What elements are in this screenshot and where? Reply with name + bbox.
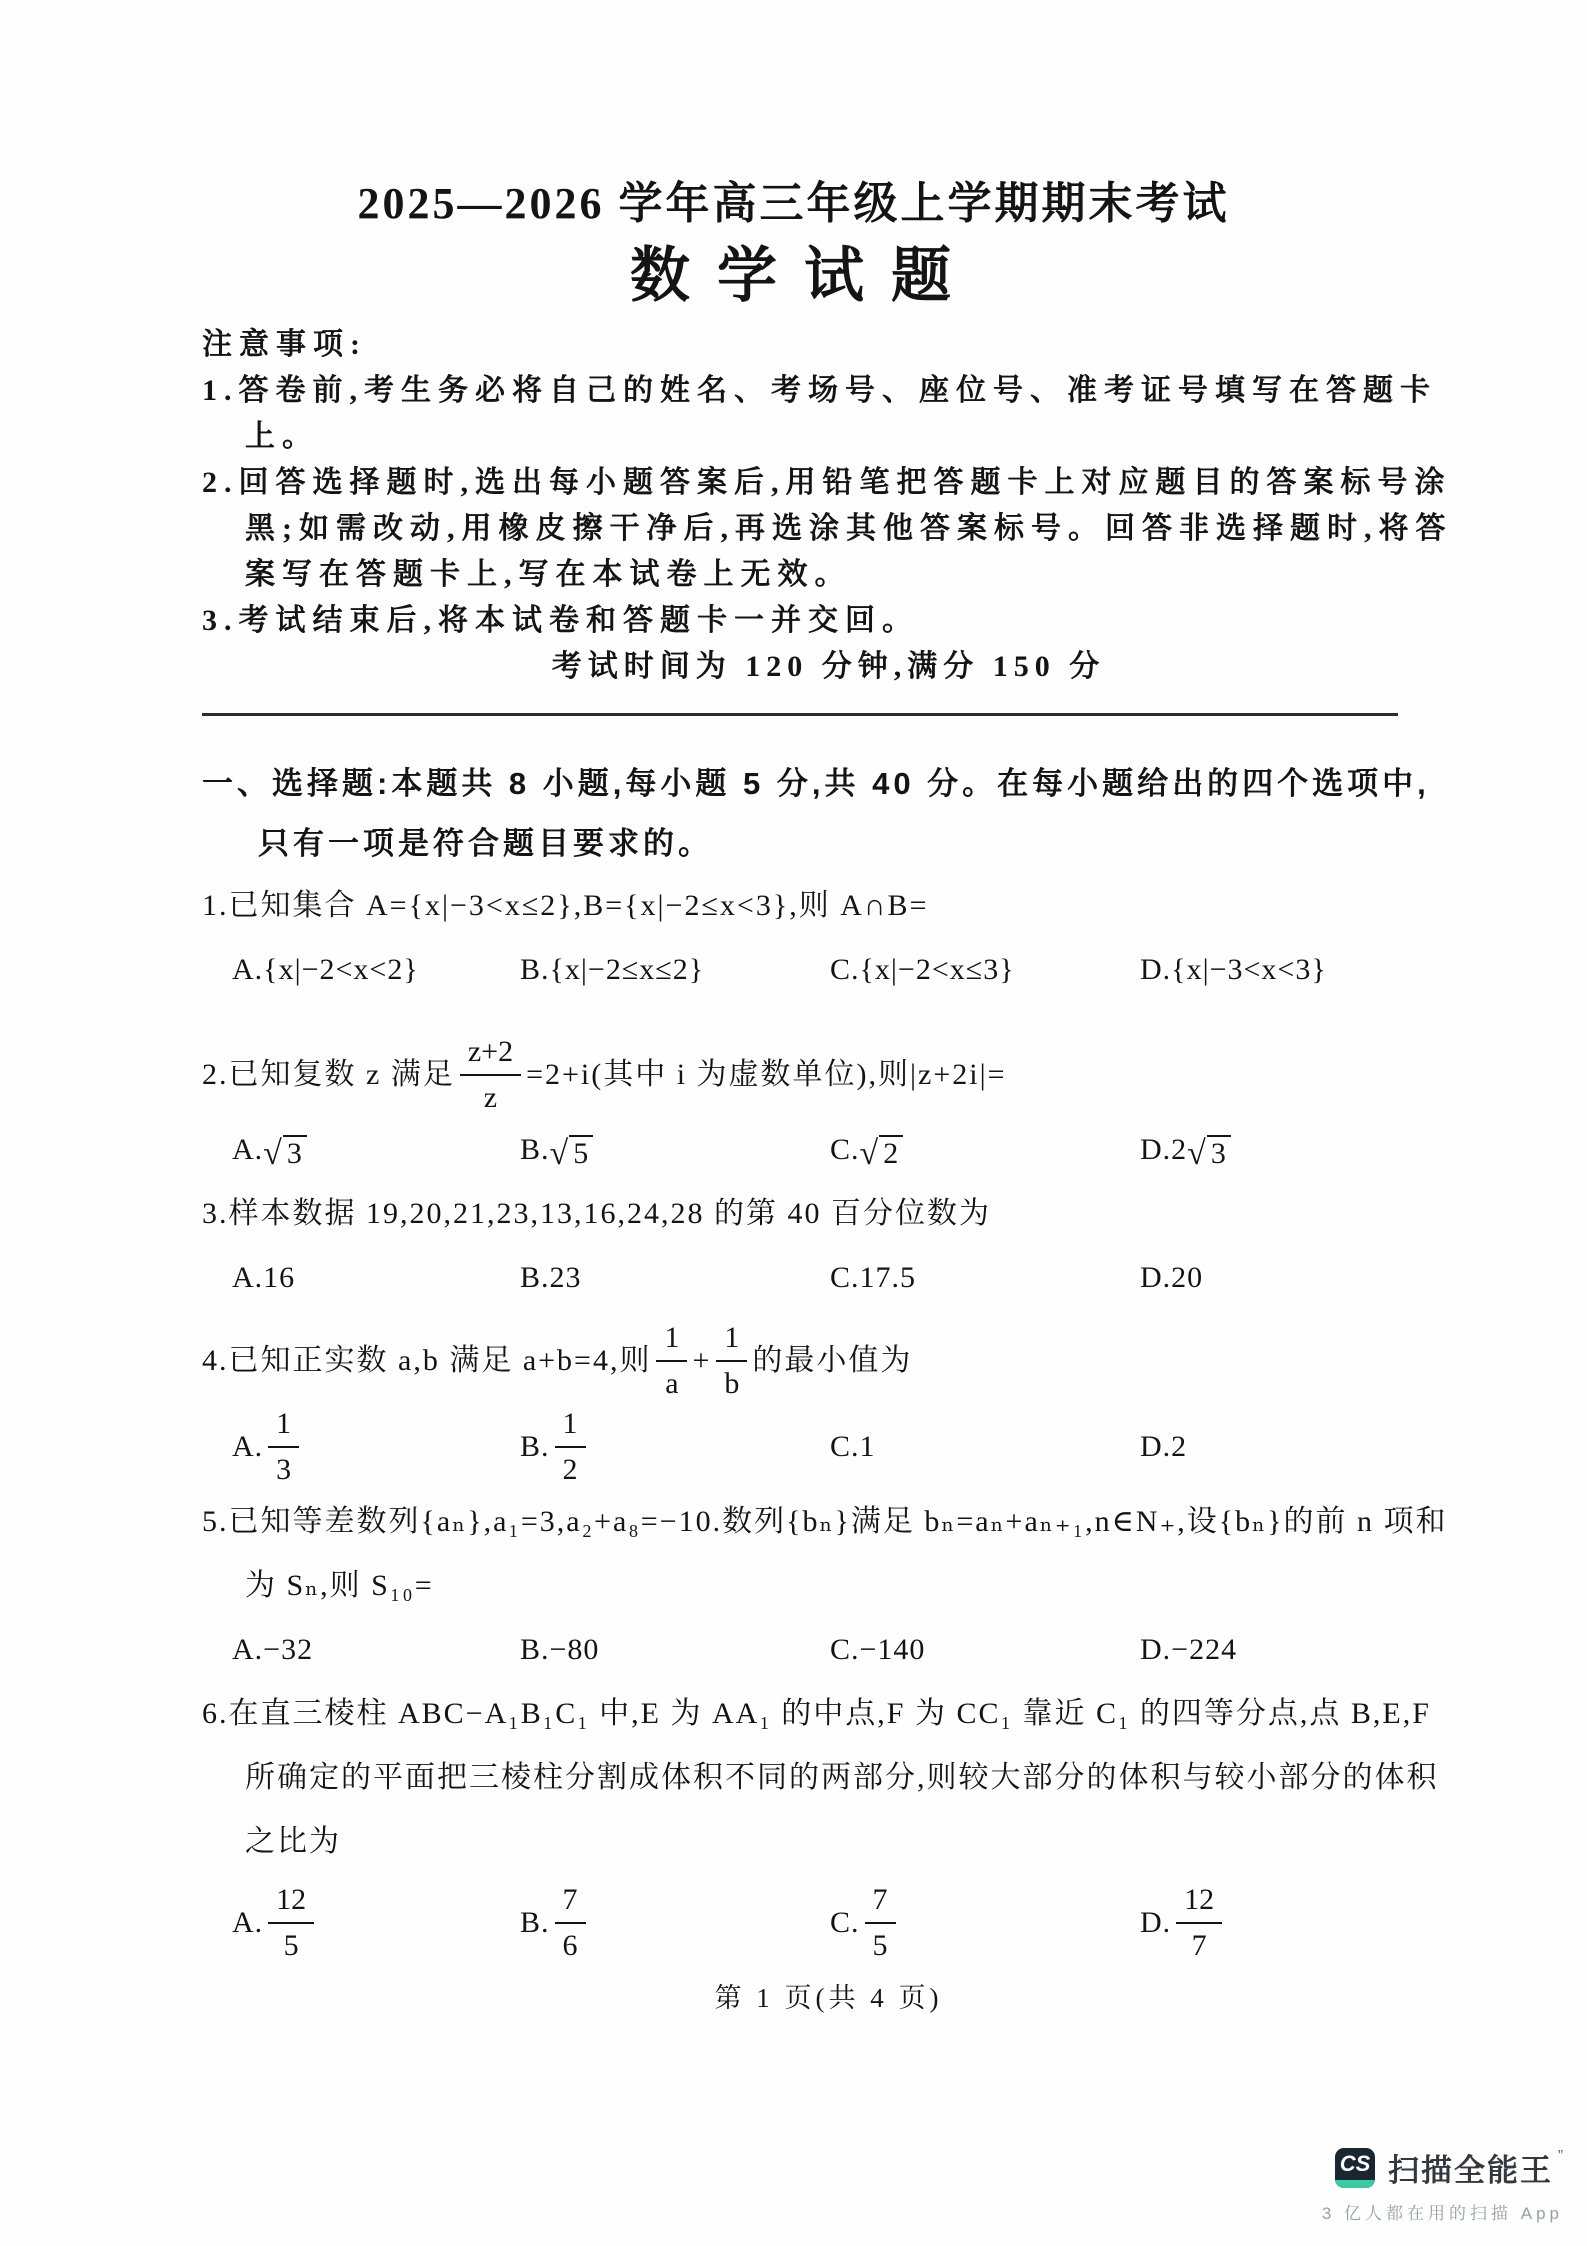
fraction-numerator: 12 — [1176, 1880, 1222, 1924]
stem-text-post: 的最小值为 — [752, 1344, 913, 1377]
radicand: 3 — [1207, 1135, 1231, 1170]
option-label: D. — [1140, 1906, 1172, 1939]
question-6-options-row — [202, 1880, 1455, 1966]
option-label: C. — [830, 1906, 860, 1939]
option-d: D.20 — [1140, 1261, 1204, 1294]
fraction — [865, 1880, 896, 1966]
question-2-options-row — [202, 1118, 1455, 1182]
fraction-denominator: 6 — [562, 1929, 578, 1962]
question-3 — [202, 1182, 1455, 1310]
section-divider — [202, 713, 1398, 716]
notice-item-2: 2.回答选择题时,选出每小题答案后,用铅笔把答题卡上对应题目的答案标号涂黑;如需改动,用橡皮擦干净后,再选涂其他答案标号。回答非选择题时,将答案写在答题卡上,写在本试卷上无效。 — [202, 466, 1453, 591]
fraction-denominator: z — [483, 1081, 498, 1114]
fraction-numerator: 1 — [716, 1318, 747, 1362]
fraction-numerator: 7 — [555, 1880, 586, 1924]
fraction-denominator: b — [724, 1367, 740, 1400]
option-label: C. — [830, 1133, 860, 1166]
option-d: D.2 — [1140, 1430, 1188, 1463]
option-b: B.{x|−2≤x≤2} — [520, 953, 705, 986]
radical-sign: √ — [1187, 1135, 1207, 1172]
option-b — [520, 1404, 830, 1490]
question-1 — [202, 874, 1455, 1002]
exam-session-title: 2025—2026 学年高三年级上学期期末考试 — [357, 179, 1230, 228]
option-a: A.−32 — [232, 1633, 314, 1666]
fraction — [555, 1404, 586, 1490]
square-root — [1187, 1135, 1231, 1170]
logo-letters: CS — [1339, 2151, 1371, 2176]
exam-subject-title: 数 学 试 题 — [630, 243, 957, 309]
option-label: B. — [520, 1133, 550, 1166]
option-label: D.2 — [1140, 1133, 1188, 1166]
fraction — [268, 1880, 314, 1966]
fraction-numerator: 1 — [268, 1404, 299, 1448]
option-a — [232, 1118, 520, 1182]
question-1-options-row — [202, 938, 1455, 1002]
radical-sign: √ — [549, 1135, 570, 1172]
fraction-numerator: 1 — [656, 1318, 687, 1362]
exam-header — [0, 178, 1587, 314]
option-a — [232, 1880, 520, 1966]
fraction — [460, 1032, 521, 1118]
question-6-stem: 6.在直三棱柱 ABC−A₁B₁C₁ 中,E 为 AA₁ 的中点,F 为 CC₁ 靠近 C₁ 的四等分点,点 B,E,F 所确定的平面把三棱柱分割成体积不同的两部分,则较大部分的体积与较小部分的体积之比为 — [202, 1697, 1439, 1858]
stem-text-pre: 2.已知复数 z 满足 — [202, 1058, 455, 1091]
option-c: C.17.5 — [830, 1261, 917, 1294]
option-b: B.23 — [520, 1261, 582, 1294]
notice-item-3: 3.考试结束后,将本试卷和答题卡一并交回。 — [202, 604, 919, 637]
option-label: A. — [232, 1906, 264, 1939]
fraction-denominator: 3 — [276, 1453, 292, 1486]
square-root — [860, 1135, 904, 1170]
option-label: B. — [520, 1430, 550, 1463]
option-c — [830, 1118, 1140, 1182]
fraction-denominator: 2 — [562, 1453, 578, 1486]
option-d: D.−224 — [1140, 1633, 1238, 1666]
option-b — [520, 1880, 830, 1966]
watermark-row — [1322, 2145, 1563, 2190]
fraction — [555, 1880, 586, 1966]
camscanner-watermark — [1322, 2145, 1563, 2224]
option-c: C.{x|−2<x≤3} — [830, 953, 1015, 986]
radicand: 5 — [569, 1135, 593, 1170]
fraction-numerator: 12 — [268, 1880, 314, 1924]
camscanner-tagline: 3 亿人都在用的扫描 App — [1321, 2204, 1563, 2223]
stem-text-pre: 4.已知正实数 a,b 满足 a+b=4,则 — [202, 1344, 652, 1377]
exam-duration-note: 考试时间为 120 分钟,满分 150 分 — [551, 650, 1106, 683]
fraction — [1176, 1880, 1222, 1966]
question-5-stem: 5.已知等差数列{aₙ},a₁=3,a₂+a₈=−10.数列{bₙ}满足 bₙ=aₙ+aₙ₊₁,n∈N₊,设{bₙ}的前 n 项和为 Sₙ,则 S₁₀= — [202, 1505, 1448, 1602]
question-3-stem: 3.样本数据 19,20,21,23,13,16,24,28 的第 40 百分位数为 — [202, 1197, 991, 1230]
fraction — [716, 1318, 747, 1404]
logo-accent-strip — [1335, 2180, 1375, 2188]
option-label: A. — [232, 1430, 264, 1463]
fraction-denominator: 5 — [283, 1929, 299, 1962]
radicand: 3 — [283, 1135, 307, 1170]
radicand: 2 — [879, 1135, 903, 1170]
fraction-denominator: 7 — [1191, 1929, 1207, 1962]
choice-section-heading: 一、选择题:本题共 8 小题,每小题 5 分,共 40 分。在每小题给出的四个选项中,只有一项是符合题目要求的。 — [202, 766, 1430, 861]
fraction-numerator: 7 — [865, 1880, 896, 1924]
question-5-options-row — [202, 1618, 1455, 1682]
fraction-numerator: 1 — [555, 1404, 586, 1448]
notice-heading: 注意事项: — [202, 328, 367, 361]
radical-sign: √ — [859, 1135, 880, 1172]
option-a: A.{x|−2<x<2} — [232, 953, 419, 986]
question-6 — [202, 1682, 1455, 1966]
option-c — [830, 1880, 1140, 1966]
option-c: C.1 — [830, 1430, 876, 1463]
fraction-denominator: a — [665, 1367, 679, 1400]
stem-text-post: =2+i(其中 i 为虚数单位),则|z+2i|= — [526, 1058, 1007, 1091]
camscanner-app-name: 扫描全能王 — [1388, 2153, 1553, 2188]
square-root — [550, 1135, 594, 1170]
question-2-stem — [202, 1032, 1455, 1118]
square-root — [263, 1135, 307, 1170]
fraction-numerator: z+2 — [460, 1032, 521, 1076]
question-3-options-row — [202, 1246, 1455, 1310]
option-d — [1140, 1880, 1455, 1966]
plus-sign: + — [692, 1344, 712, 1377]
page-body — [202, 322, 1455, 2030]
trademark-tick: ” — [1558, 2147, 1563, 2164]
option-d — [1140, 1118, 1455, 1182]
option-c: C.−140 — [830, 1633, 926, 1666]
fraction — [268, 1404, 299, 1490]
page-number: 第 1 页(共 4 页) — [714, 1983, 943, 2013]
option-label: B. — [520, 1906, 550, 1939]
notice-section — [202, 322, 1455, 690]
option-b — [520, 1118, 830, 1182]
question-1-stem: 1.已知集合 A={x|−3<x≤2},B={x|−2≤x<3},则 A∩B= — [202, 889, 929, 922]
question-4 — [202, 1318, 1455, 1490]
option-a: A.16 — [232, 1261, 296, 1294]
option-label: A. — [232, 1133, 264, 1166]
notice-item-1: 1.答卷前,考生务必将自己的姓名、考场号、座位号、准考证号填写在答题卡上。 — [202, 374, 1437, 453]
fraction — [656, 1318, 687, 1404]
option-d: D.{x|−3<x<3} — [1140, 953, 1327, 986]
fraction-denominator: 5 — [872, 1929, 888, 1962]
option-b: B.−80 — [520, 1633, 600, 1666]
question-5 — [202, 1490, 1455, 1682]
option-a — [232, 1404, 520, 1490]
question-4-stem — [202, 1318, 1455, 1404]
radical-sign: √ — [263, 1135, 283, 1172]
question-2 — [202, 1032, 1455, 1182]
question-4-options-row — [202, 1404, 1455, 1490]
camscanner-logo-icon — [1335, 2148, 1375, 2188]
